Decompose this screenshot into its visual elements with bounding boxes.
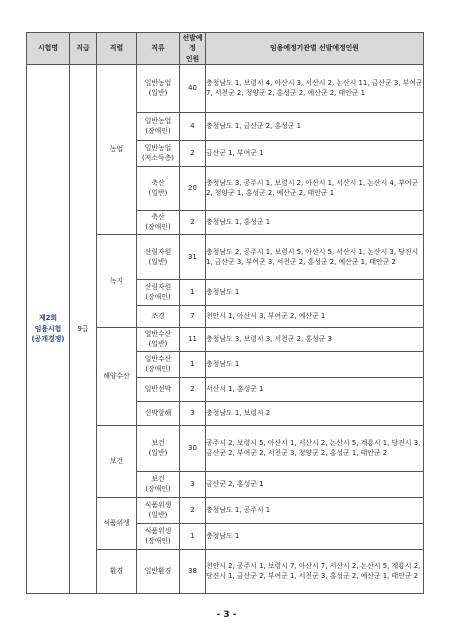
series-food: 식품위생 <box>97 497 137 549</box>
type-cell: 보건 (일반) <box>137 425 180 471</box>
page-number: - 3 - <box>216 610 237 620</box>
count-cell: 1 <box>180 279 206 305</box>
type-cell: 일반수산 (일반) <box>137 327 180 351</box>
count-cell: 31 <box>180 234 206 279</box>
count-cell: 3 <box>180 471 206 497</box>
type-cell: 식품위생 (장애인) <box>137 523 180 549</box>
alloc-cell: 충청남도 1 <box>206 279 424 305</box>
alloc-cell: 금산군 2, 홍성군 1 <box>206 471 424 497</box>
alloc-cell: 충청남도 3, 공주시 1, 보령시 2, 아산시 1, 서산시 1, 논산시 4, 부여군 2, 청양군 1, 홍성군 2, 예산군 2, 태안군 1 <box>206 166 424 210</box>
type-cell: 축산 (장애인) <box>137 210 180 234</box>
type-cell: 산림자원 (장애인) <box>137 279 180 305</box>
count-cell: 1 <box>180 351 206 377</box>
grade: 9급 <box>70 64 97 593</box>
alloc-cell: 충청남도 1, 홍성군 1 <box>206 210 424 234</box>
count-cell: 2 <box>180 377 206 401</box>
alloc-cell: 천안시 1, 아산시 3, 부여군 2, 예산군 1 <box>206 305 424 327</box>
alloc-cell: 금산군 1, 부여군 1 <box>206 140 424 166</box>
type-cell: 축산 (일반) <box>137 166 180 210</box>
header-planned: 선발예정 인원 <box>180 33 206 65</box>
count-cell: 4 <box>180 112 206 140</box>
type-cell: 일반농업 (장애인) <box>137 112 180 140</box>
header-series: 직렬 <box>97 33 137 65</box>
exam-name: 제2회 임용시험 (공개경쟁) <box>27 64 70 593</box>
header-type: 직류 <box>137 33 180 65</box>
alloc-cell: 충청남도 1 <box>206 523 424 549</box>
type-cell: 일반수산 (장애인) <box>137 351 180 377</box>
type-cell: 일반환경 <box>137 549 180 593</box>
count-cell: 20 <box>180 166 206 210</box>
count-cell: 40 <box>180 64 206 112</box>
count-cell: 2 <box>180 497 206 523</box>
series-marine: 해양수산 <box>97 327 137 425</box>
count-cell: 38 <box>180 549 206 593</box>
header-row <box>27 33 424 65</box>
series-health: 보건 <box>97 425 137 497</box>
alloc-cell: 충청남도 1, 보령시 2 <box>206 401 424 425</box>
alloc-cell: 천안시 2, 공주시 1, 보령시 7, 아산시 7, 서산시 2, 논산시 5, 계룡시 2, 당진시 1, 금산군 2, 부여군 1, 서천군 3, 홍성군 2, 예산군 1, 태안군 2 <box>206 549 424 593</box>
type-cell: 보건 (장애인) <box>137 471 180 497</box>
header-grade: 직급 <box>70 33 97 65</box>
table-row <box>27 64 424 112</box>
type-cell: 일반선박 <box>137 377 180 401</box>
series-forest: 녹지 <box>97 234 137 327</box>
type-cell: 산림자원 (일반) <box>137 234 180 279</box>
count-cell: 3 <box>180 401 206 425</box>
type-cell: 일반농업 (저소득층) <box>137 140 180 166</box>
series-env: 환경 <box>97 549 137 593</box>
count-cell: 11 <box>180 327 206 351</box>
count-cell: 2 <box>180 210 206 234</box>
type-cell: 식품위생 (일반) <box>137 497 180 523</box>
type-cell: 선박항해 <box>137 401 180 425</box>
alloc-cell: 충청남도 3, 보령시 3, 서천군 2, 홍성군 3 <box>206 327 424 351</box>
alloc-cell: 충청남도 1, 공주시 1 <box>206 497 424 523</box>
type-cell: 일반농업 (일반) <box>137 64 180 112</box>
count-cell: 2 <box>180 140 206 166</box>
count-cell: 7 <box>180 305 206 327</box>
header-exam: 시험명 <box>27 33 70 65</box>
header-alloc: 임용예정기관별 선발예정인원 <box>206 33 424 65</box>
alloc-cell: 충청남도 2, 공주시 1, 보령시 5, 아산시 5, 서산시 1, 논산시 3, 당진시 1, 금산군 3, 부여군 3, 서천군 2, 홍성군 2, 예산군 1, 태안군 2 <box>206 234 424 279</box>
alloc-cell: 서산시 1, 홍성군 1 <box>206 377 424 401</box>
alloc-cell: 충청남도 1, 보령시 4, 아산시 3, 서산시 2, 논산시 11, 금산군 3, 부여군 7, 서천군 2, 청양군 2, 홍성군 2, 예산군 2, 태안군 1 <box>206 64 424 112</box>
count-cell: 30 <box>180 425 206 471</box>
recruitment-table <box>26 32 424 594</box>
count-cell: 1 <box>180 523 206 549</box>
alloc-cell: 충청남도 1, 금산군 2, 홍성군 1 <box>206 112 424 140</box>
alloc-cell: 공주시 2, 보령시 5, 아산시 1, 서산시 2, 논산시 5, 계룡시 1, 당진시 3, 금산군 2, 부여군 2, 서천군 3, 청양군 2, 홍성군 1, 태안군 2 <box>206 425 424 471</box>
alloc-cell: 충청남도 1 <box>206 351 424 377</box>
series-agri: 농업 <box>97 64 137 234</box>
type-cell: 조경 <box>137 305 180 327</box>
